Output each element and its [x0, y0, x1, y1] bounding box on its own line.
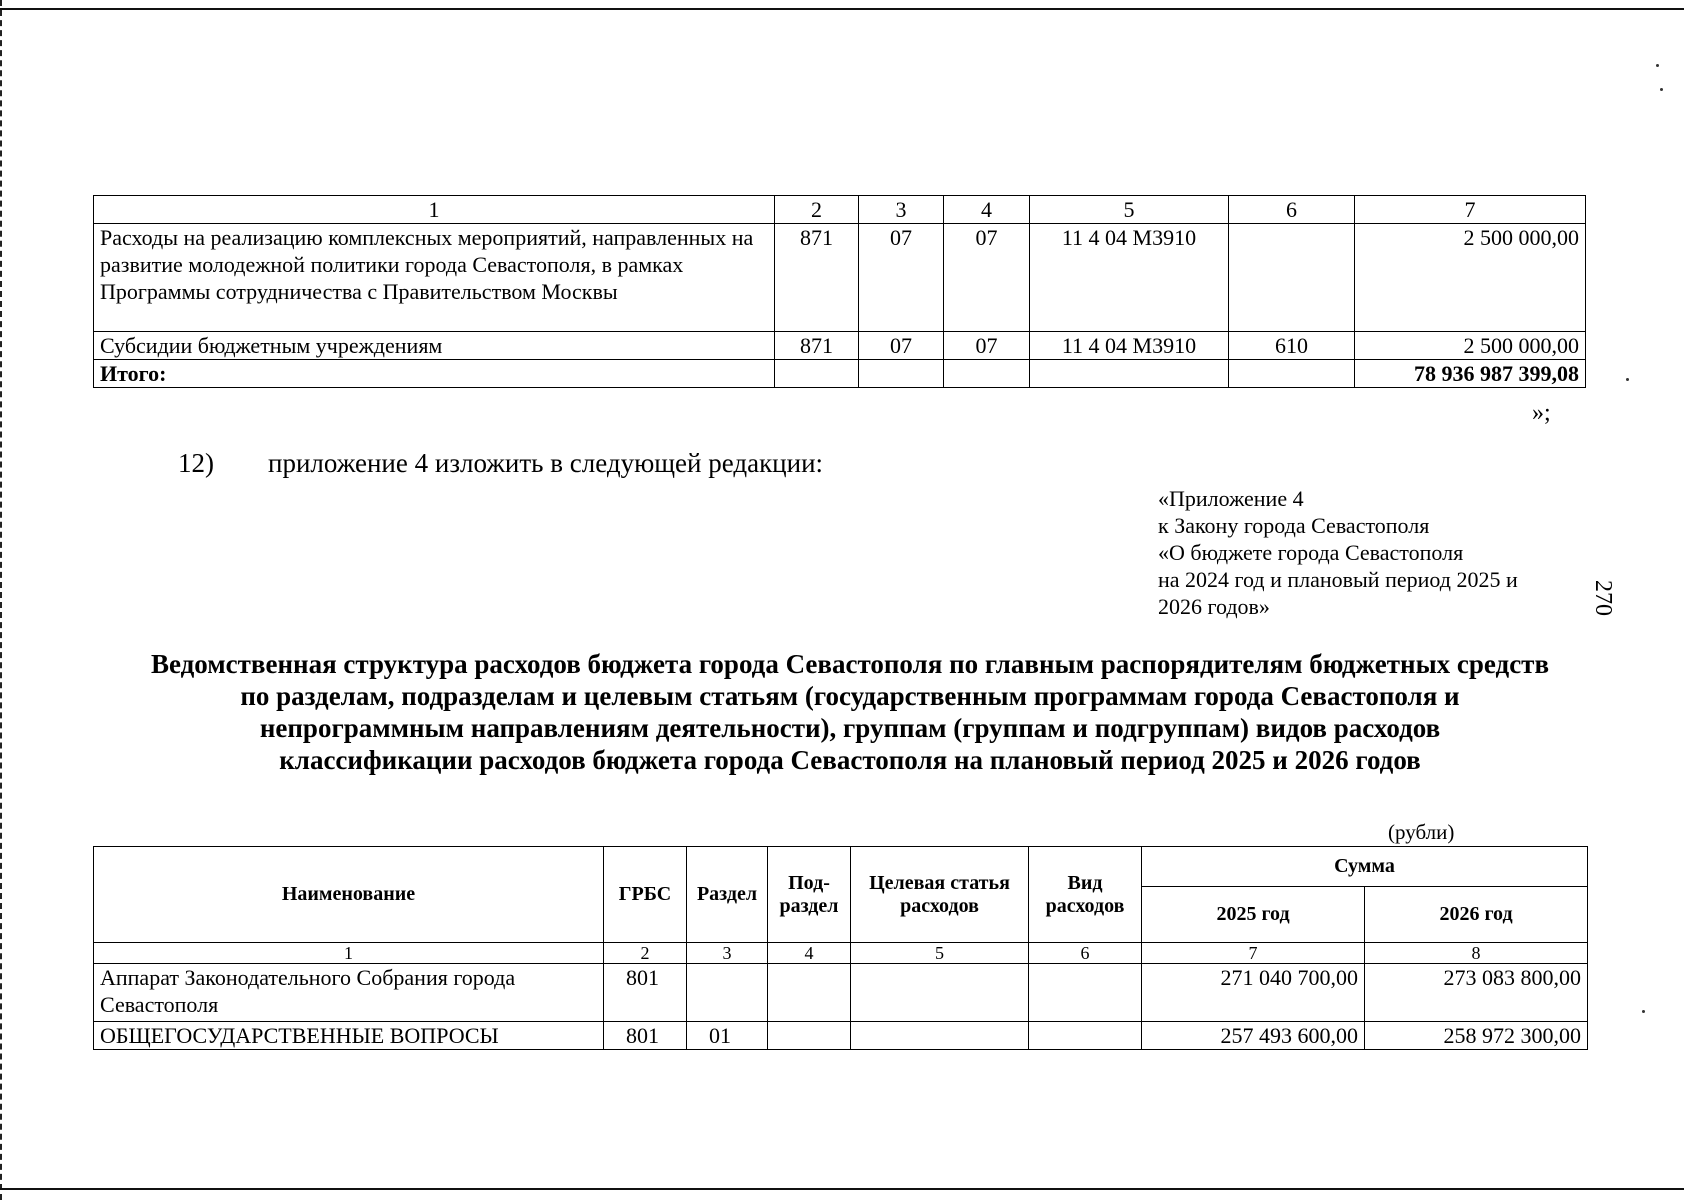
column-number-row [94, 196, 1586, 224]
col-number: 7 [1355, 196, 1586, 224]
subsection-code [768, 964, 851, 1022]
subsection-code: 07 [944, 332, 1030, 360]
target-code [851, 964, 1029, 1022]
col-number: 7 [1142, 943, 1365, 964]
col-number: 3 [859, 196, 944, 224]
section-code [687, 964, 768, 1022]
col-number: 5 [1030, 196, 1229, 224]
expense-name: Субсидии бюджетным учреждениям [94, 332, 775, 360]
amount: 2 500 000,00 [1355, 332, 1586, 360]
col-number: 5 [851, 943, 1029, 964]
appendix-line: к Закону города Севастополя [1158, 513, 1430, 538]
page-number: 270 [1590, 580, 1616, 616]
amount: 2 500 000,00 [1355, 224, 1586, 332]
budget-structure-table [93, 846, 1588, 1050]
scan-speck [1626, 378, 1629, 381]
appendix-line: «Приложение 4 [1158, 486, 1304, 511]
grbs-code: 801 [604, 964, 687, 1022]
appendix-line: на 2024 год и плановый период 2025 и [1158, 567, 1518, 592]
col-number: 3 [687, 943, 768, 964]
col-number: 6 [1029, 943, 1142, 964]
section-code: 01 [687, 1022, 768, 1050]
expense-name: Аппарат Законодательного Собрания города Севастополя [94, 964, 604, 1022]
amount-2025: 257 493 600,00 [1142, 1022, 1365, 1050]
col-number: 6 [1229, 196, 1355, 224]
page-top-border [0, 8, 1684, 10]
header-target: Целевая статья расходов [851, 847, 1029, 943]
section-code: 07 [859, 224, 944, 332]
total-row [94, 360, 1586, 388]
col-number: 1 [94, 196, 775, 224]
scan-speck [1642, 1010, 1645, 1013]
scan-speck [1660, 88, 1663, 91]
grbs-code: 801 [604, 1022, 687, 1050]
expense-name: ОБЩЕГОСУДАРСТВЕННЫЕ ВОПРОСЫ [94, 1022, 604, 1050]
item-text: приложение 4 изложить в следующей редакции: [268, 448, 824, 478]
kind-code [1029, 1022, 1142, 1050]
closing-quote-mark: »; [1532, 400, 1551, 426]
header-row [94, 847, 1588, 887]
amount-2025: 271 040 700,00 [1142, 964, 1365, 1022]
title-line: Ведомственная структура расходов бюджета города Севастополя по главным распорядителям бюджетных средств [150, 649, 1550, 679]
units-label: (рубли) [1388, 820, 1455, 844]
appendix-line: 2026 годов» [1158, 594, 1270, 619]
amount-2026: 258 972 300,00 [1365, 1022, 1588, 1050]
col-number: 2 [775, 196, 859, 224]
table-row [94, 964, 1588, 1022]
target-code: 11 4 04 М3910 [1030, 332, 1229, 360]
col-number: 1 [94, 943, 604, 964]
title-line: классификации расходов бюджета города Севастополя на плановый период 2025 и 2026 годов [279, 745, 1421, 775]
total-label: Итого: [94, 360, 775, 388]
header-sum: Сумма [1142, 847, 1588, 887]
total-amount: 78 936 987 399,08 [1355, 360, 1586, 388]
table-row [94, 1022, 1588, 1050]
kind-code [1029, 964, 1142, 1022]
table-row [94, 332, 1586, 360]
page-bottom-border [0, 1188, 1684, 1190]
table-row [94, 224, 1586, 332]
col-number: 8 [1365, 943, 1588, 964]
header-subsection: Под-раздел [768, 847, 851, 943]
header-grbs: ГРБС [604, 847, 687, 943]
grbs-code: 871 [775, 332, 859, 360]
title-line: по разделам, подразделам и целевым статьям (государственным программам города Севастополя и [240, 681, 1460, 711]
continuation-table [93, 195, 1586, 388]
header-section: Раздел [687, 847, 768, 943]
column-number-row [94, 943, 1588, 964]
appendix-reference [1158, 485, 1578, 620]
expense-name: Расходы на реализацию комплексных мероприятий, направленных на развитие молодежной политики города Севастополя, в рамках Программы сотрудничества с Правительством Москвы [94, 224, 775, 332]
header-kind: Вид расходов [1029, 847, 1142, 943]
header-name: Наименование [94, 847, 604, 943]
subsection-code: 07 [944, 224, 1030, 332]
target-code [851, 1022, 1029, 1050]
subsection-code [768, 1022, 851, 1050]
title-line: непрограммным направлениям деятельности), группам (группам и подгруппам) видов расходов [259, 713, 1441, 743]
kind-code [1229, 224, 1355, 332]
grbs-code: 871 [775, 224, 859, 332]
header-year-2025: 2025 год [1142, 887, 1365, 943]
target-code: 11 4 04 М3910 [1030, 224, 1229, 332]
appendix-line: «О бюджете города Севастополя [1158, 540, 1464, 565]
scan-speck [1656, 64, 1659, 67]
document-title [100, 648, 1600, 776]
kind-code: 610 [1229, 332, 1355, 360]
item-number: 12) [178, 448, 214, 478]
page-left-border [0, 0, 2, 1200]
col-number: 2 [604, 943, 687, 964]
col-number: 4 [944, 196, 1030, 224]
header-year-2026: 2026 год [1365, 887, 1588, 943]
col-number: 4 [768, 943, 851, 964]
amount-2026: 273 083 800,00 [1365, 964, 1588, 1022]
section-code: 07 [859, 332, 944, 360]
